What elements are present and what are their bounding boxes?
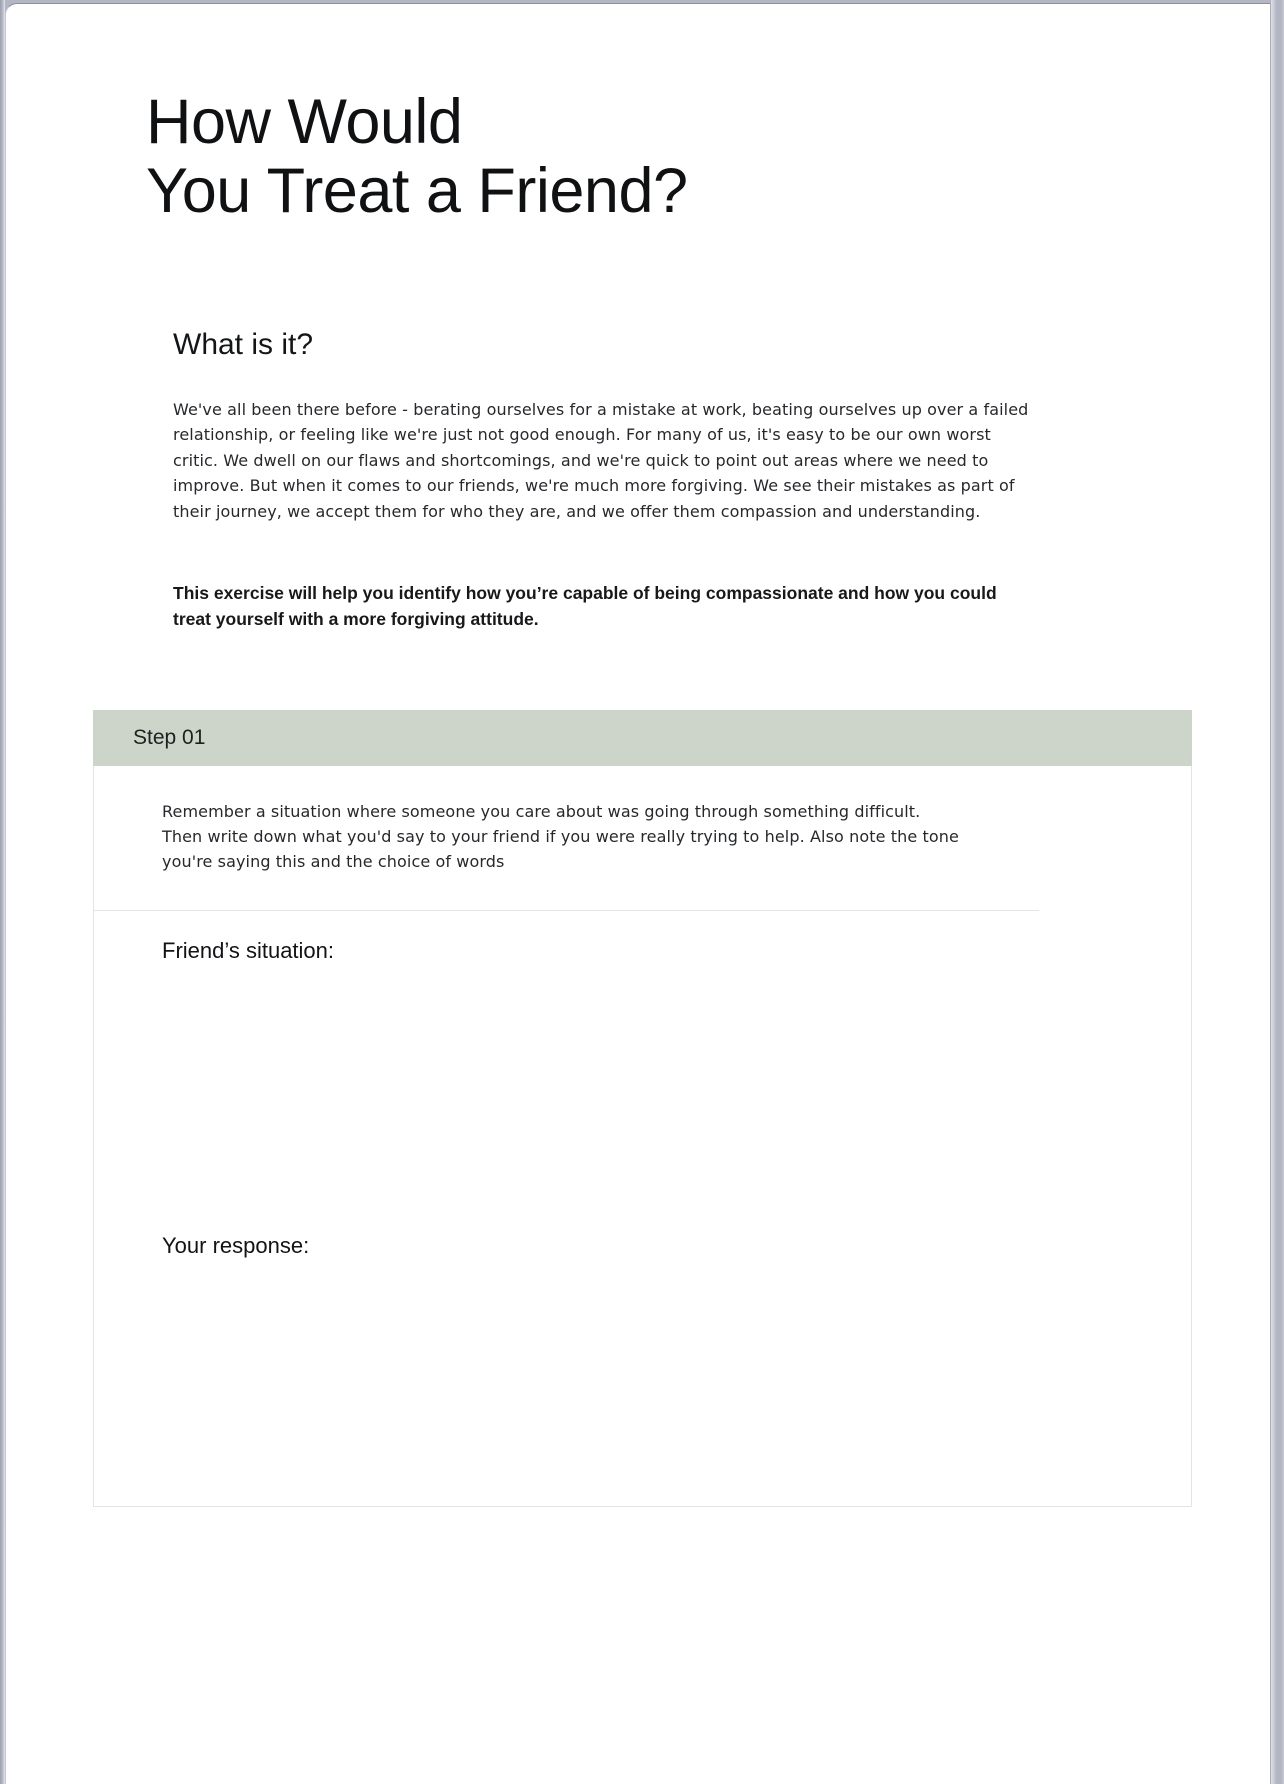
friends-situation-input[interactable]: [94, 964, 1191, 1206]
what-is-it-heading: What is it?: [173, 327, 314, 361]
step-01-label: Step 01: [133, 726, 206, 750]
page-title-line1: How Would: [146, 87, 463, 157]
step-01-body: [93, 766, 1192, 1507]
worksheet-page: [5, 3, 1271, 1784]
step-01-instruction: [94, 766, 1039, 911]
your-response-field: [94, 1206, 1191, 1506]
intro-emphasis: This exercise will help you identify how you’re capable of being compassionate and how you could treat yourself with a more forgiving attitude.: [173, 583, 997, 630]
page-title-line2: You Treat a Friend?: [146, 156, 688, 227]
friends-situation-field: [94, 911, 1191, 1206]
intro-paragraph: We've all been there before - berating ourselves for a mistake at work, beating ourselves up over a failed relationship, or feeling like we're just not good enough. For many of us, it's easy to be our own worst critic. We dwell on our flaws and shortcomings, and we're quick to point out areas where we need to improve. But when it comes to our friends, we're much more forgiving. We see their mistakes as part of their journey, we accept them for who they are, and we offer them compassion and understanding.: [173, 399, 1029, 521]
step-01-instruction-text: Remember a situation where someone you care about was going through something difficult. Then write down what you'd say to your friend if you were really trying to help. Also note the tone you're saying this and the choice of words: [162, 802, 959, 872]
step-01-header: [93, 710, 1192, 766]
friends-situation-label: Friend’s situation:: [162, 938, 335, 964]
page-title: [146, 88, 1270, 227]
your-response-label: Your response:: [162, 1233, 310, 1259]
viewer-right-edge: [1271, 0, 1284, 1784]
step-01-card: [93, 710, 1192, 1507]
intro-section: [173, 327, 1270, 633]
your-response-input[interactable]: [94, 1259, 1191, 1506]
